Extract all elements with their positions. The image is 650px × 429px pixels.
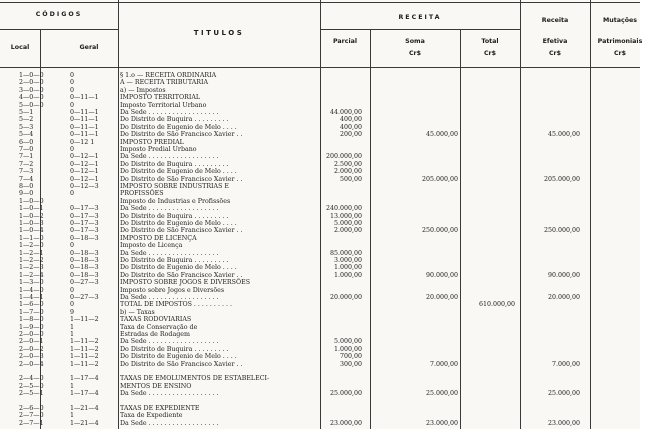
row-code-local: 5—2	[19, 116, 34, 124]
row-code-geral: 0—11—1	[70, 116, 99, 124]
row-code-local: 5—0—0	[19, 101, 44, 109]
row-title: Do Distrito de Eugenio de Melo . . . .	[120, 220, 237, 227]
row-receita-efetiva: 90.000,00	[547, 271, 580, 279]
row-code-geral: 1—17—4	[70, 390, 99, 398]
receita-subheader-rule	[320, 29, 520, 30]
row-title: Estradas de Rodagem	[120, 331, 190, 338]
row-parcial: 500,00	[339, 175, 362, 183]
header-titulos: TITULOS	[193, 29, 245, 37]
row-code-geral: 1	[70, 412, 75, 420]
row-parcial: 23.000,00	[329, 419, 362, 427]
row-receita-efetiva: 250.000,00	[543, 227, 580, 235]
row-code-geral: 0	[70, 242, 75, 250]
row-code-geral: 0	[70, 146, 75, 153]
row-code-local: 2—4—0	[19, 375, 44, 383]
row-code-local: 8—0	[19, 183, 34, 190]
row-title: Do Distrito de Buquira . . . . . . . . .	[120, 257, 229, 264]
row-title: Da Sede . . . . . . . . . . . . . . . . . .	[120, 249, 219, 257]
row-title: PROFISSÕES	[120, 190, 164, 198]
row-code-local: 1—4—1	[19, 294, 44, 301]
row-receita-efetiva: 45.000,00	[547, 131, 580, 139]
row-code-local: 2—0—0	[19, 79, 44, 87]
row-parcial: 300,00	[339, 360, 362, 368]
row-code-geral: 0—11—1	[70, 123, 99, 131]
header-mutacoes-unit: Cr$	[613, 50, 627, 57]
row-code-geral: 9	[70, 308, 75, 316]
row-code-geral: 1—11—2	[70, 316, 99, 324]
header-receita-efetiva-unit: Cr$	[548, 50, 562, 57]
header-parcial: Parcial	[332, 38, 358, 45]
row-code-local: 1—1—0	[19, 234, 44, 242]
row-soma: 250.000,00	[421, 227, 458, 235]
row-title: TOTAL DE IMPOSTOS . . . . . . . . . .	[120, 301, 232, 309]
row-code-geral: 0—27—3	[70, 294, 99, 301]
row-title: A — RECEITA TRIBUTARIA	[120, 79, 209, 87]
header-receita-efetiva-2: Efetiva	[542, 38, 568, 45]
row-code-local: 1—2—3	[19, 264, 44, 272]
row-title: IMPOSTO SOBRE INDUSTRIAS E	[120, 183, 230, 190]
row-code-geral: 0—18—3	[70, 271, 99, 279]
row-code-local: 1—0—1	[19, 205, 44, 213]
row-code-geral: 0—11—1	[70, 109, 99, 116]
row-soma: 90.000,00	[425, 271, 458, 279]
row-receita-efetiva: 7.000,00	[551, 360, 580, 368]
row-parcial: 1.000,00	[333, 264, 362, 272]
row-code-geral: 0—27—3	[70, 279, 99, 287]
row-title: Do Distrito de São Francisco Xavier . .	[120, 271, 243, 279]
row-parcial: 3.000,00	[333, 257, 362, 264]
row-code-local: 2—5—1	[19, 390, 44, 398]
row-parcial: 200.000,00	[325, 153, 362, 161]
row-parcial: 2.000,00	[333, 227, 362, 235]
row-title: Do Distrito de Eugenio de Melo . . . .	[120, 123, 237, 131]
row-code-geral: 1	[70, 331, 75, 338]
row-code-local: 1—7—0	[19, 308, 44, 316]
row-code-geral: 1—11—2	[70, 360, 99, 368]
row-code-local: 1—0—2	[19, 212, 44, 220]
row-code-geral: 0—18—3	[70, 264, 99, 272]
row-title: Do Distrito de Buquira . . . . . . . . .	[120, 212, 229, 220]
row-code-geral: 1—11—2	[70, 345, 99, 353]
row-title: Do Distrito de São Francisco Xavier . .	[120, 131, 243, 139]
row-code-geral: 0—12 1	[70, 138, 95, 146]
row-title: IMPOSTO SOBRE JOGOS E DIVERSÕES	[120, 279, 251, 287]
row-title: TAXAS DE EMOLUMENTOS DE ESTABELECI-	[120, 375, 270, 383]
row-title: Do Distrito de Eugenio de Melo . . . .	[120, 168, 237, 176]
row-parcial: 400,00	[339, 116, 362, 124]
row-code-local: 6—0	[19, 138, 34, 146]
row-parcial: 5.000,00	[333, 220, 362, 227]
codigos-subheader-rule	[0, 29, 118, 30]
row-code-geral: 0—18—3	[70, 234, 99, 242]
row-code-local: 1—2—1	[19, 249, 44, 257]
row-parcial: 400,00	[339, 123, 362, 131]
row-parcial: 85.000,00	[329, 249, 362, 257]
row-code-local: 7—3	[19, 168, 34, 176]
row-code-local: 5—1	[19, 109, 34, 116]
row-code-local: 3—0—0	[19, 86, 44, 94]
row-code-local: 2—0—0	[19, 331, 44, 338]
row-title: b) — Taxas	[120, 308, 155, 316]
row-parcial: 200,00	[339, 131, 362, 139]
row-title: TAXAS DE EXPEDIENTE	[120, 405, 200, 412]
row-title: Da Sede . . . . . . . . . . . . . . . . . .	[120, 109, 219, 116]
header-local: Local	[10, 44, 30, 51]
row-code-geral: 0	[70, 79, 75, 87]
row-code-geral: 0	[70, 86, 75, 94]
row-parcial: 1.000,00	[333, 345, 362, 353]
row-code-local: 1—0—4	[19, 227, 44, 235]
row-parcial: 44.000,00	[329, 109, 362, 116]
row-title: Da Sede . . . . . . . . . . . . . . . . . .	[120, 205, 219, 213]
row-code-geral: 1—17—4	[70, 375, 99, 383]
header-geral: Geral	[79, 44, 99, 51]
header-total-unit: Cr$	[483, 50, 497, 57]
row-code-local: 7—0	[19, 146, 34, 153]
row-title: Da Sede . . . . . . . . . . . . . . . . . .	[120, 338, 219, 346]
row-code-local: 2—7—1	[19, 419, 44, 427]
row-title: Taxa de Conservação de	[120, 323, 198, 331]
row-parcial: 240.000,00	[325, 205, 362, 213]
header-mutacoes: Mutações	[602, 17, 638, 24]
row-code-local: 2—0—4	[19, 360, 44, 368]
row-code-geral: 0—17—3	[70, 212, 99, 220]
row-code-geral: 0—18—3	[70, 257, 99, 264]
row-code-geral: 1—11—2	[70, 353, 99, 361]
row-soma: 205.000,00	[421, 175, 458, 183]
row-code-geral: 0—17—3	[70, 205, 99, 213]
row-code-local: 1—3—0	[19, 279, 44, 287]
row-code-geral: 0	[70, 101, 75, 109]
row-code-local: 2—7—0	[19, 412, 44, 420]
row-code-geral: 0—11—1	[70, 131, 99, 139]
row-title: Da Sede . . . . . . . . . . . . . . . . . .	[120, 390, 219, 398]
row-soma: 25.000,00	[425, 390, 458, 398]
row-receita-efetiva: 25.000,00	[547, 390, 580, 398]
row-code-local: 7—2	[19, 160, 34, 168]
row-title: Imposto sobre Jogos e Diversões	[120, 286, 225, 294]
row-code-local: 7—4	[19, 175, 34, 183]
row-code-local: 2—0—2	[19, 345, 44, 353]
row-title: Da Sede . . . . . . . . . . . . . . . . . .	[120, 419, 219, 427]
row-code-local: 4—0—0	[19, 94, 44, 102]
row-code-local: 1—2—2	[19, 257, 44, 264]
row-title: Imposto de Industrias e Profissões	[120, 197, 231, 205]
row-title: Do Distrito de Eugenio de Melo . . . .	[120, 264, 237, 272]
row-parcial: 13.000,00	[329, 212, 362, 220]
row-title: IMPOSTO TERRITORIAL	[120, 94, 201, 102]
row-parcial: 700,00	[339, 353, 362, 361]
row-title: Do Distrito de Buquira . . . . . . . . .	[120, 345, 229, 353]
row-code-geral: 0—18—3	[70, 249, 99, 257]
row-soma: 20.000,00	[425, 294, 458, 301]
row-code-geral: 0	[70, 286, 75, 294]
row-receita-efetiva: 205.000,00	[543, 175, 580, 183]
row-code-geral: 0	[70, 190, 75, 198]
row-code-geral: 1	[70, 382, 75, 390]
row-title: Da Sede . . . . . . . . . . . . . . . . . .	[120, 153, 219, 161]
row-receita-efetiva: 23.000,00	[547, 419, 580, 427]
row-title: Taxa de Expediente	[120, 412, 183, 420]
row-title: Imposto Predial Urbano	[120, 146, 197, 153]
row-code-geral: 1—21—4	[70, 419, 99, 427]
row-code-local: 5—4	[19, 131, 34, 139]
row-title: a) — Impostos	[120, 86, 166, 94]
row-title: Do Distrito de São Francisco Xavier . .	[120, 360, 243, 368]
row-code-geral: 0	[70, 301, 75, 309]
row-parcial: 2.000,00	[333, 168, 362, 176]
row-code-geral: 0—17—3	[70, 220, 99, 227]
row-total: 610.000,00	[478, 301, 515, 309]
header-receita-efetiva: Receita	[541, 17, 569, 24]
row-soma: 45.000,00	[425, 131, 458, 139]
row-code-local: 2—5—0	[19, 382, 44, 390]
row-code-geral: 0—12—3	[70, 183, 99, 190]
row-code-geral: 1—21—4	[70, 405, 99, 412]
row-code-local: 1—2—4	[19, 271, 44, 279]
row-code-geral: 0—12—1	[70, 175, 99, 183]
row-code-local: 2—0—3	[19, 353, 44, 361]
row-title: IMPOSTO DE LICENÇA	[120, 234, 197, 242]
header-receita: RECEITA	[398, 14, 442, 21]
row-code-geral: 0—11—1	[70, 94, 99, 102]
row-code-local: 5—3	[19, 123, 34, 131]
row-code-geral: 0—12—1	[70, 160, 99, 168]
row-code-local: 1—8—0	[19, 316, 44, 324]
row-title: Do Distrito de Buquira . . . . . . . . .	[120, 160, 229, 168]
row-title: Imposto de Licença	[120, 242, 183, 250]
row-code-geral: 1—11—2	[70, 338, 99, 346]
row-code-local: 1—2—0	[19, 242, 44, 250]
row-code-local: 1—0—0	[19, 197, 44, 205]
row-code-local: 1—6—0	[19, 301, 44, 309]
row-title: Da Sede . . . . . . . . . . . . . . . . . .	[120, 294, 219, 301]
row-code-local: 9—0	[19, 190, 34, 198]
row-parcial: 20.000,00	[329, 294, 362, 301]
row-parcial: 25.000,00	[329, 390, 362, 398]
row-title: Do Distrito de São Francisco Xavier . .	[120, 227, 243, 235]
row-title: TAXAS RODOVIARIAS	[120, 316, 192, 324]
row-code-local: 7—1	[19, 153, 34, 161]
header-mutacoes-2: Patrimoniais	[597, 38, 643, 45]
row-title: § 1.o — RECEITA ORDINARIA	[120, 72, 217, 79]
row-parcial: 1.000,00	[333, 271, 362, 279]
row-parcial: 2.500,00	[333, 160, 362, 168]
row-title: Do Distrito de Eugenio de Melo . . . .	[120, 353, 237, 361]
row-code-geral: 0—17—3	[70, 227, 99, 235]
row-parcial: 5.000,00	[333, 338, 362, 346]
row-code-local: 1—0—0	[19, 72, 44, 79]
header-soma-unit: Cr$	[408, 50, 422, 57]
row-soma: 23.000,00	[425, 419, 458, 427]
row-title: Do Distrito de São Francisco Xavier . .	[120, 175, 243, 183]
row-title: IMPOSTO PREDIAL	[120, 138, 184, 146]
row-code-geral: 0—12—1	[70, 153, 99, 161]
row-code-geral: 0	[70, 72, 75, 79]
row-title: Imposto Territorial Urbano	[120, 101, 207, 109]
row-code-local: 1—9—0	[19, 323, 44, 331]
row-title: Do Distrito de Buquira . . . . . . . . .	[120, 116, 229, 124]
row-code-geral: 1	[70, 323, 75, 331]
row-code-geral: 0—12—1	[70, 168, 99, 176]
row-code-local: 1—0—3	[19, 220, 44, 227]
row-code-local: 2—0—1	[19, 338, 44, 346]
row-soma: 7.000,00	[429, 360, 458, 368]
row-title: MENTOS DE ENSINO	[120, 382, 192, 390]
row-code-local: 1—4—0	[19, 286, 44, 294]
table-row	[0, 420, 640, 429]
row-code-local: 2—6—0	[19, 405, 44, 412]
row-receita-efetiva: 20.000,00	[547, 294, 580, 301]
header-total: Total	[481, 38, 499, 45]
header-codigos: CÓDIGOS	[35, 11, 83, 18]
header-soma: Soma	[405, 38, 425, 45]
